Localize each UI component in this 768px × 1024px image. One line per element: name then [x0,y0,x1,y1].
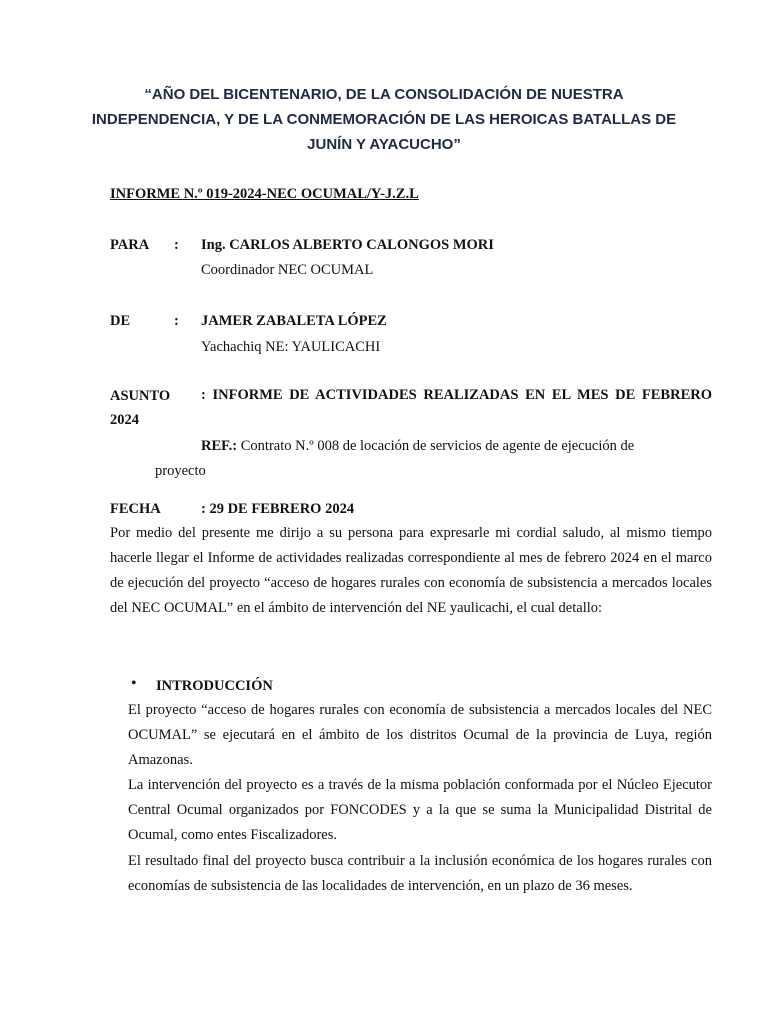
de-name: JAMER ZABALETA LÓPEZ [201,313,387,329]
report-number: INFORME N.º 019-2024-NEC OCUMAL/Y-J.Z.L [110,186,419,202]
para-label: PARA [110,237,150,253]
asunto-text: : INFORME DE ACTIVIDADES REALIZADAS EN EL MES DE FEBRERO 2024 [110,387,712,428]
para-role: Coordinador NEC OCUMAL [201,262,374,278]
de-label: DE [110,313,131,329]
para-name: Ing. CARLOS ALBERTO CALONGOS MORI [201,237,494,253]
asunto-ref [201,438,634,455]
para-colon: : [174,237,179,253]
bullet-icon: • [131,675,137,692]
ref-text-continued: proyecto [155,463,206,479]
introduccion-paragraph-1: El proyecto “acceso de hogares rurales con economía de subsistencia a mercados locales del NEC OCUMAL” se ejecutará en el ámbito de los distritos Ocumal de la provincia de Luya, región Amazonas. [128,702,712,768]
ref-label: REF.: [201,438,238,454]
header-motto: “AÑO DEL BICENTENARIO, DE LA CONSOLIDACIÓN DE NUESTRA INDEPENDENCIA, Y DE LA CONMEMORACIÓN DE LAS HEROICAS BATALLAS DE JUNÍN Y AYACUCHO” [91,86,677,153]
asunto-label: ASUNTO [110,388,171,404]
introduccion-paragraph-3: El resultado final del proyecto busca contribuir a la inclusión económica de los hogares rurales con economías de subsistencia de las localidades de intervención, en un plazo de 36 meses. [128,853,712,894]
fecha-value: : 29 DE FEBRERO 2024 [201,501,355,517]
intro-paragraph: Por medio del presente me dirijo a su persona para expresarle mi cordial saludo, al mismo tiempo hacerle llegar el Informe de actividades realizadas correspondiente al mes de febrero 2024 en el marco de ejecución del proyecto “acceso de hogares rurales con economía de subsistencia a mercados locales del NEC OCUMAL” en el ámbito de intervención del NE yaulicachi, el cual detallo: [110,525,712,616]
section-heading-introduccion: INTRODUCCIÓN [156,678,273,694]
introduccion-paragraph-2: La intervención del proyecto es a través de la misma población conformada por el Núcleo Ejecutor Central Ocumal organizados por FONCODES y a la que se suma la Municipalidad Distrital de Ocumal, como entes Fiscalizadores. [128,777,712,843]
ref-text: Contrato N.º 008 de locación de servicios de agente de ejecución de [237,438,635,454]
de-colon: : [174,313,179,329]
fecha-label: FECHA [110,501,161,517]
de-role: Yachachiq NE: YAULICACHI [201,339,381,355]
